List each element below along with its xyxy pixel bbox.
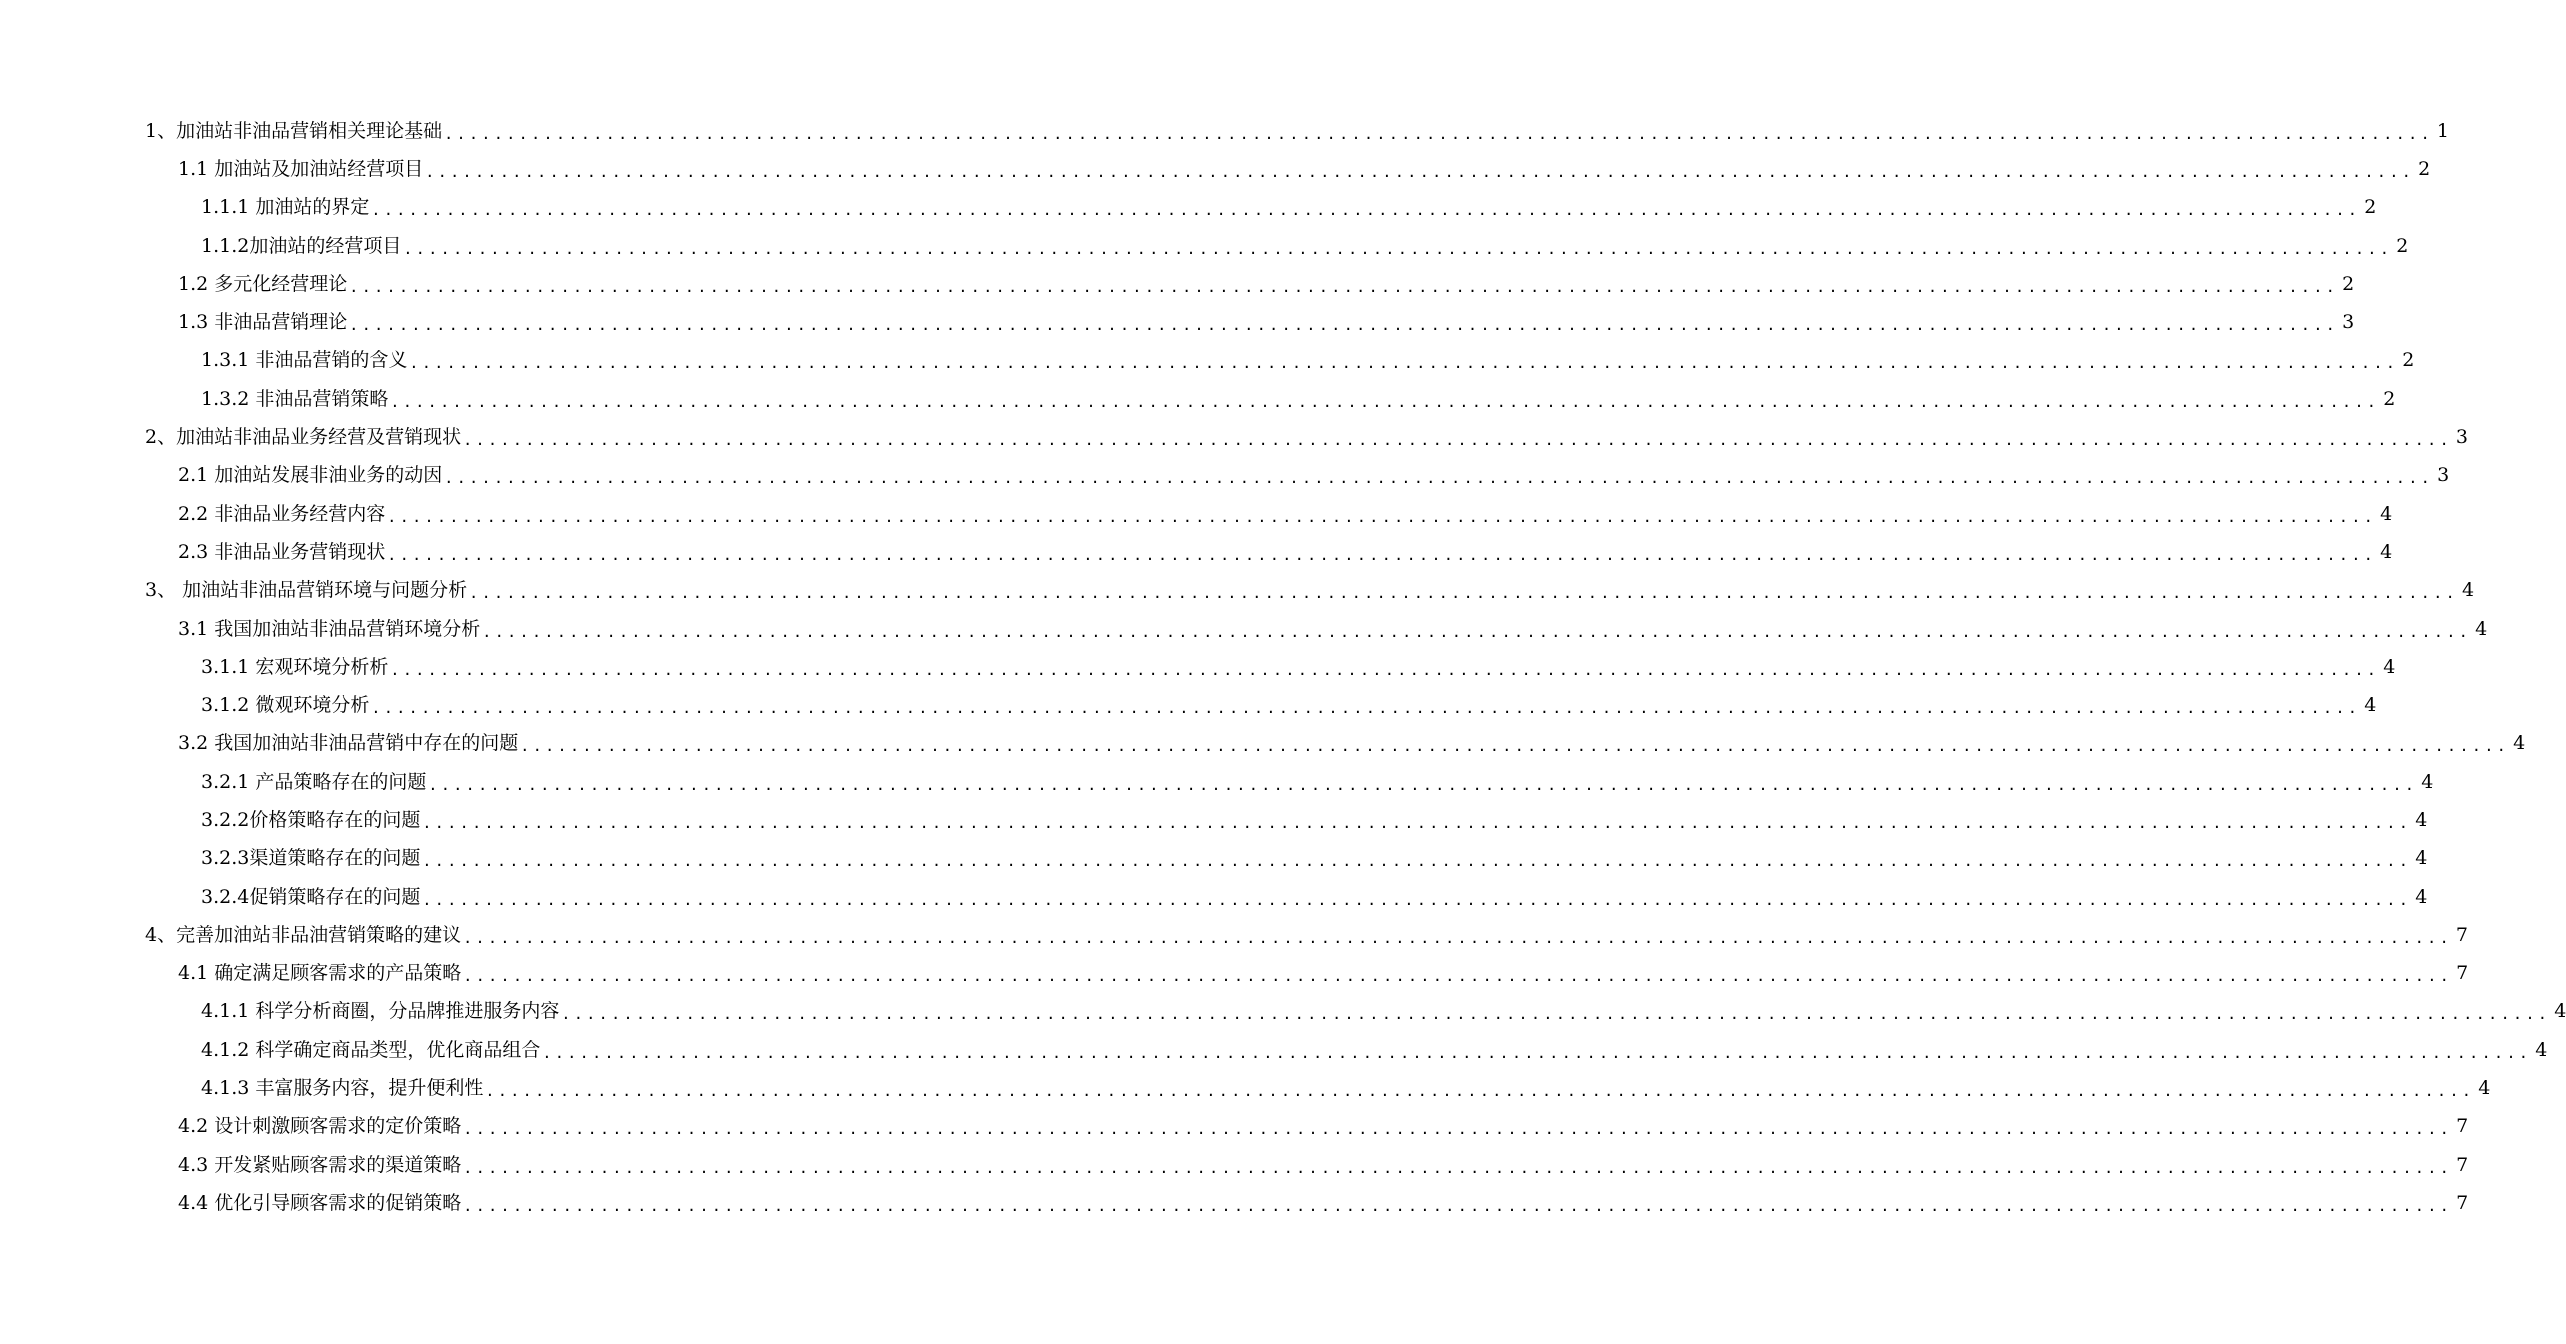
toc-page-number: 2 [2364,196,2377,219]
toc-page-number: 4 [2535,1038,2548,1061]
toc-entry[interactable] [0,265,2355,303]
toc-entry[interactable] [0,303,2355,341]
toc-entry-title: 4、完善加油站非品油营销策略的建议 [145,923,462,946]
table-of-contents [0,112,2566,1223]
toc-page-number: 2 [2396,234,2409,257]
toc-dot-leader [390,663,2379,678]
toc-entry[interactable] [0,993,2566,1031]
toc-entry[interactable] [0,840,2428,878]
toc-dot-leader [463,969,2452,984]
toc-entry[interactable] [0,572,2475,610]
toc-dot-leader [428,778,2417,793]
toc-page-number: 2 [2402,349,2415,372]
toc-entry-title: 3.1 我国加油站非油品营销环境分析 [178,617,481,640]
toc-dot-leader [422,854,2411,869]
toc-entry[interactable] [0,418,2469,456]
toc-dot-leader [422,816,2411,831]
toc-entry[interactable] [0,227,2409,265]
toc-entry-title: 3、 加油站非油品营销环境与问题分析 [145,579,468,602]
toc-entry[interactable] [0,686,2377,724]
toc-dot-leader [371,203,2360,218]
toc-page-number: 3 [2437,464,2450,487]
toc-page-number: 7 [2456,962,2469,985]
toc-entry-title: 3.1.2 微观环境分析 [201,694,370,717]
toc-dot-leader [463,931,2452,946]
toc-entry[interactable] [0,763,2434,801]
toc-page-number: 4 [2421,770,2434,793]
toc-dot-leader [463,433,2452,448]
toc-dot-leader [463,1161,2452,1176]
toc-entry[interactable] [0,1184,2469,1222]
toc-entry-title: 4.1.2 科学确定商品类型，优化商品组合 [201,1038,541,1061]
toc-page-number: 4 [2415,808,2428,831]
toc-entry[interactable] [0,495,2393,533]
toc-entry[interactable] [0,801,2428,839]
toc-entry-title: 4.1 确定满足顾客需求的产品策略 [178,962,462,985]
toc-page-number: 4 [2415,885,2428,908]
toc-entry-title: 1.3.2 非油品营销策略 [201,387,389,410]
toc-dot-leader [349,318,2338,333]
toc-entry-title: 3.2.4促销策略存在的问题 [201,885,421,908]
toc-dot-leader [485,1084,2474,1099]
toc-dot-leader [444,471,2433,486]
toc-entry-title: 4.1.3 丰富服务内容，提升便利性 [201,1077,484,1100]
toc-page-number: 4 [2380,540,2393,563]
toc-dot-leader [371,701,2360,716]
toc-entry[interactable] [0,878,2428,916]
toc-entry-title: 2.3 非油品业务营销现状 [178,540,386,563]
toc-page-number: 1 [2436,119,2450,142]
toc-dot-leader [422,893,2411,908]
toc-dot-leader [463,1199,2452,1214]
toc-entry[interactable] [0,112,2450,150]
toc-dot-leader [542,1046,2531,1061]
toc-page-number: 7 [2456,1153,2469,1176]
toc-entry-title: 1.3 非油品营销理论 [178,311,348,334]
toc-entry-title: 2.2 非油品业务经营内容 [178,502,386,525]
toc-entry-title: 4.2 设计刺激顾客需求的定价策略 [178,1115,462,1138]
toc-entry[interactable] [0,1146,2469,1184]
toc-entry[interactable] [0,457,2450,495]
toc-page-number: 4 [2380,502,2393,525]
toc-entry[interactable] [0,610,2488,648]
toc-entry[interactable] [0,1108,2469,1146]
toc-entry-title: 3.2 我国加油站非油品营销中存在的问题 [178,732,519,755]
toc-entry[interactable] [0,1069,2491,1107]
toc-page-number: 2 [2342,272,2355,295]
toc-entry[interactable] [0,150,2431,188]
toc-dot-leader [520,739,2509,754]
toc-page-number: 7 [2455,923,2469,946]
toc-page-number: 7 [2456,1115,2469,1138]
toc-entry-title: 2、加油站非油品业务经营及营销现状 [145,426,462,449]
toc-entry[interactable] [0,189,2377,227]
toc-entry-title: 4.4 优化引导顾客需求的促销策略 [178,1191,462,1214]
toc-entry-title: 4.3 开发紧贴顾客需求的渠道策略 [178,1153,462,1176]
toc-entry-title: 1、加油站非油品营销相关理论基础 [145,119,443,142]
toc-dot-leader [387,510,2376,525]
toc-entry-title: 1.2 多元化经营理论 [178,272,348,295]
toc-entry[interactable] [0,955,2469,993]
toc-page-number: 4 [2475,617,2488,640]
toc-entry-title: 3.2.2价格策略存在的问题 [201,808,421,831]
toc-entry[interactable] [0,342,2415,380]
toc-entry[interactable] [0,1031,2548,1069]
toc-page-number: 4 [2415,847,2428,870]
toc-dot-leader [463,1122,2452,1137]
toc-entry[interactable] [0,380,2396,418]
toc-entry-title: 1.1.2加油站的经营项目 [201,234,402,257]
toc-page-number: 2 [2383,387,2396,410]
toc-dot-leader [403,242,2392,257]
toc-page-number: 4 [2383,655,2396,678]
toc-dot-leader [387,548,2376,563]
toc-page-number: 3 [2455,426,2469,449]
toc-dot-leader [409,356,2398,371]
toc-entry[interactable] [0,533,2393,571]
toc-entry-title: 1.1.1 加油站的界定 [201,196,370,219]
toc-entry-title: 1.3.1 非油品营销的含义 [201,349,408,372]
toc-dot-leader [561,1007,2550,1022]
toc-dot-leader [349,280,2338,295]
toc-entry-title: 3.2.3渠道策略存在的问题 [201,847,421,870]
toc-page-number: 7 [2456,1191,2469,1214]
toc-dot-leader [425,165,2414,180]
toc-page-number: 4 [2513,732,2526,755]
toc-entry-title: 4.1.1 科学分析商圈，分品牌推进服务内容 [201,1000,560,1023]
toc-entry-title: 2.1 加油站发展非油业务的动因 [178,464,443,487]
toc-page-number: 4 [2364,694,2377,717]
toc-dot-leader [469,586,2458,601]
toc-entry[interactable] [0,725,2526,763]
toc-page-number: 2 [2418,157,2431,180]
toc-page-number: 4 [2554,1000,2566,1023]
toc-entry-title: 1.1 加油站及加油站经营项目 [178,157,424,180]
toc-entry-title: 3.1.1 宏观环境分析析 [201,655,389,678]
toc-entry-title: 3.2.1 产品策略存在的问题 [201,770,427,793]
toc-page-number: 4 [2478,1077,2491,1100]
toc-dot-leader [390,395,2379,410]
toc-dot-leader [444,127,2433,142]
toc-entry[interactable] [0,916,2469,954]
toc-page-number: 4 [2461,579,2475,602]
toc-entry[interactable] [0,648,2396,686]
toc-page-number: 3 [2342,311,2355,334]
toc-dot-leader [482,625,2471,640]
